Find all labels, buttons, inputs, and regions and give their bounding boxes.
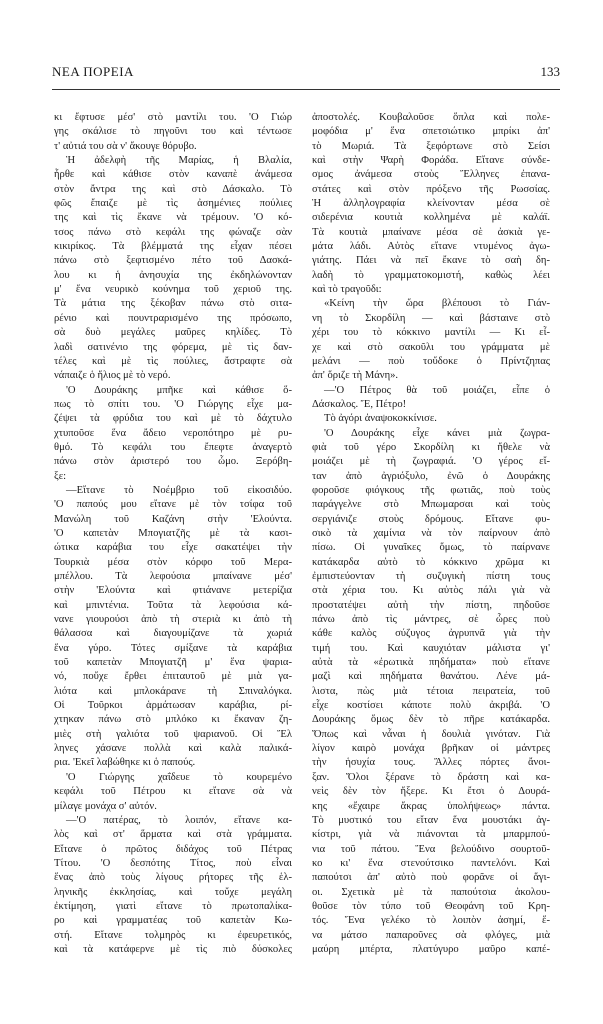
text-line: ξε: bbox=[54, 470, 67, 482]
text-line: νό, ποὔχε ἔρθει ἐπιταυτοῦ μὲ μιὰ γα- bbox=[54, 671, 292, 683]
text-line: στὴν 'Ελούντα καὶ φτιάνανε μετερίζια bbox=[54, 585, 292, 597]
text-line: κεφάλι τοῦ Πέτρου κι εἴτανε σὰ νὰ bbox=[54, 786, 292, 798]
text-line: 'Ο παπούς μου εἴτανε μὲ τὸν τσίφα τοῦ bbox=[54, 499, 292, 511]
text-line: τιμή του. Καὶ καυχιόταν μάλιστα γι' bbox=[312, 642, 550, 654]
text-line: Μανώλη τοῦ Καζάνη στὴν 'Ελούντα. bbox=[54, 513, 292, 525]
text-line: μελάνι — ποὺ τοὔδοκε ὁ Πρίντζηπας bbox=[312, 355, 550, 367]
text-line: Ἡ ἀδελφὴ τῆς Μαρίας, ἡ Βλαλία, bbox=[66, 155, 292, 167]
text-line: στὰ χέρια του. Κι αὐτὸς πάλι γιὰ νὰ bbox=[312, 585, 550, 597]
text-line: τός. Ἕνα γελέκο τὸ λοιπὸν ἀσημί, ἕ- bbox=[312, 915, 550, 927]
text-line: γιάτης. Πάει νὰ πεῖ ἔκανε τὸ σαὴ δη- bbox=[312, 255, 550, 267]
text-line: στή. Εἴτανε τολμηρὸς κι ἐφευρετικός, bbox=[54, 929, 292, 941]
text-line: λιστα, πὼς μιὰ τέτοια πειρατεία, τοῦ bbox=[312, 685, 550, 697]
header-rule bbox=[52, 89, 560, 90]
text-line: σικὸ τὰ χαμίνια νὰ τὸν παίρνουν ἀπὸ bbox=[312, 527, 550, 539]
text-line: εἶχε κοστίσει κάποτε πολὺ ἀκριβά. 'Ο bbox=[312, 700, 550, 712]
text-line: ἐμπιστεύονταν τὴ συζυγικὴ πίστη τους bbox=[312, 571, 550, 582]
text-line: νη τὸ Σκορδίλη — καὶ βάσταινε στὸ bbox=[312, 312, 550, 324]
text-line: σεργιάνιζε στοὺς δρόμους. Εἴτανε φυ- bbox=[312, 513, 550, 525]
text-line: πάνω στὸν ἀριστερό του ὦμο. Ξερόβη- bbox=[54, 456, 292, 468]
text-line: θοῦσε τὸν τύπο τοῦ Θεοφάνη τοῦ Κρη- bbox=[312, 900, 550, 912]
text-line: στάτες καὶ στὸν πρόξενο τῆς Ρωσσίας. bbox=[312, 183, 550, 195]
text-line: της καὶ τὶς ἔκανε νὰ τρέμουν. 'Ο κό- bbox=[54, 212, 292, 224]
text-line: καὶ στὴν Ψαρὴ Φοράδα. Εἴτανε σύνδε- bbox=[312, 155, 550, 167]
text-line: λίγον καιρὸ μονάχα βρῆκαν οἱ μάντρες bbox=[312, 743, 550, 755]
text-line: κης «ἔχαιρε ἄκρας ὑπολήψεως» πάντα. bbox=[312, 800, 550, 812]
text-line: μιὲς στὴ γαλιότα τοῦ ψαριανοῦ. Οἱ Ἕλ bbox=[54, 728, 292, 740]
text-line: σμος ἀνάμεσα στοὺς Ἕλληνες ἐπανα- bbox=[312, 169, 550, 181]
text-line: τσος πάνω στὸ κεφάλι της φώναζε σὰν bbox=[54, 226, 292, 238]
text-line: νανε γιουρούσι ἀπὸ τὴ στεριὰ κι ἀπὸ τὴ bbox=[54, 614, 292, 626]
text-line: να μάτσο παπαροῦνες σὰ φλόγες, μιὰ bbox=[312, 929, 550, 941]
text-line: ρο καὶ γραμματέας τοῦ καπετὰν Κω- bbox=[54, 915, 292, 927]
text-line: νάπαιζε ὁ ἥλιος μὲ τὸ νερό. bbox=[54, 370, 171, 382]
text-line: «Κείνη τὴν ὥρα βλέπουσι τὸ Γιάν- bbox=[324, 298, 550, 310]
text-line: χτυποῦσε ἕνα ἄδειο νεροπότηρο μὲ ρυ- bbox=[54, 427, 292, 439]
text-line: κο κι' ἕνα στενούτσικο παντελόνι. Καὶ bbox=[312, 857, 550, 869]
text-line: κατάκαρδα αὐτὸ τὸ κόκκινο χρῶμα κι bbox=[312, 556, 550, 568]
text-line: πίσω. Οἱ γυναῖκες ὅμως, τὸ παίρνανε bbox=[312, 542, 550, 554]
left-column bbox=[54, 111, 292, 957]
page-number: 133 bbox=[540, 64, 560, 79]
text-line: μαύρη μπέρτα, πλατύγυρο μαῦρο καπέ- bbox=[312, 943, 550, 955]
running-header bbox=[52, 64, 560, 86]
text-line: Τὰ κουτιὰ μπαίνανε μέσα σὲ ἀσκιὰ γε- bbox=[312, 226, 550, 238]
journal-title: ΝΕΑ ΠΟΡΕΙΑ bbox=[52, 64, 134, 79]
text-line: πως τὸ σπίτι του. 'Ο Γιώργης εἶχε μα- bbox=[54, 398, 292, 410]
text-line: προστατέψει αὐτὴ τὴν πίστη, πηδοῦσε bbox=[312, 599, 550, 611]
text-line: πάνω ἀπὸ τὶς μάντρες, σὲ ὧρες ποὺ bbox=[312, 614, 550, 626]
text-line: κάθε καλὸς σύζυγος ἀγρυπνᾶ γιὰ τὴν bbox=[312, 628, 550, 640]
text-line: νια τοῦ πάτου. Ἕνα βελούδινο σουρτοῦ- bbox=[312, 843, 550, 855]
text-line: κι ἔφτυσε μέσ' στὸ μαντίλι του. 'Ο Γιώρ bbox=[54, 112, 292, 123]
text-line: ρια. 'Εκεῖ λαβώθηκε κι ὁ παπούς. bbox=[54, 757, 196, 769]
right-column bbox=[312, 111, 550, 957]
text-line: τὸ Μωριά. Τὰ ξεφόρτωνε στὸ Σείσι bbox=[312, 140, 550, 152]
text-line: λὸς καὶ στ' ἅρματα καὶ στὰ γράμματα. bbox=[54, 829, 292, 841]
text-line: ξαν. Ὅλοι ξέρανε τὸ δράστη καὶ κα- bbox=[312, 771, 550, 783]
text-line: τὴν ἡσυχία τους. Ἄλλες πόρτες ἄνοι- bbox=[312, 757, 550, 769]
text-line: Εἴτανε ὁ πρῶτος διδάχος τοῦ Πέτρας bbox=[54, 843, 292, 855]
text-line: ταν ἀπὸ ἀγριόξυλο, ἐνῶ ὁ Δουράκης bbox=[312, 470, 550, 482]
text-line: φιὰ τοῦ γέρο Σκορδίλη κι ἤθελε νὰ bbox=[312, 441, 550, 453]
text-line: ἕνας ἀπὸ τοὺς λίγους ρήτορες τῆς ἑλ- bbox=[54, 872, 292, 884]
text-line: πάνω στὸ ξεφτισμένο πέτο τοῦ Δασκά- bbox=[54, 255, 292, 267]
text-line: ρένιο καὶ πουντραρισμένο της πρόσωπο, bbox=[54, 312, 292, 324]
text-line: κίστρι, γιὰ νὰ πιάνονται τὰ μπαρμπού- bbox=[312, 829, 550, 841]
text-line: χέρι του τὸ κόκκινο μαντίλι — Κι εἶ- bbox=[312, 327, 550, 339]
text-line: Τὸ ἀγόρι ἀναψοκοκκίνισε. bbox=[324, 413, 437, 425]
text-line: 'Ο Γιώργης χαΐδευε τὸ κουρεμένο bbox=[66, 771, 292, 783]
text-line: Δάσκαλος. Ἔ, Πέτρο! bbox=[312, 398, 407, 410]
text-line: Τὸ μυστικό του εἴταν ἕνα μουστάκι ἀγ- bbox=[312, 814, 550, 826]
text-line: 'Ο Δουράκης εἶχε κάνει μιὰ ζωγρα- bbox=[324, 427, 550, 439]
text-line: μίλαγε μονάχα σ' αὐτόν. bbox=[54, 800, 157, 812]
text-line: λου κι ἡ ἀνησυχία της ἐκδηλώνονταν bbox=[54, 269, 292, 281]
text-line: θμό. Τὸ κεφάλι του ἔπεφτε ἀναγερτὸ bbox=[54, 441, 292, 453]
text-line: φῶς ἔπαιζε μὲ τὶς ἀσημένιες πούλιες bbox=[54, 198, 292, 210]
text-line: λιότα καὶ μπλοκάρανε τὴ Σπιναλόγκα. bbox=[54, 685, 292, 697]
text-line: σιδερένια κουτιὰ κολλημένα μὲ καλάϊ. bbox=[312, 212, 550, 224]
text-line: ἦρθε καὶ κάθισε στὸν καναπὲ ἀνάμεσα bbox=[54, 169, 292, 181]
text-line: στὸν ἄντρα της καὶ στὸ Δάσκαλο. Τὸ bbox=[54, 183, 292, 195]
text-line: καὶ μπιντένια. Τοῦτα τὰ λεφούσια κά- bbox=[54, 599, 292, 611]
text-line: χτηκαν πάνω στὸ μπλόκο κι ἔκαναν ζη- bbox=[54, 714, 292, 726]
text-line: καὶ τὸ τραγοῦδι: bbox=[312, 284, 382, 296]
text-line: ληνες χάσανε πολλὰ καὶ καλὰ παλικά- bbox=[54, 743, 292, 755]
text-line: κικιρίκος. Τὰ βλέμματά της εἶχαν πέσει bbox=[54, 241, 292, 253]
text-line: οι. Σχετικὰ μὲ τὰ παπούτσια ἀκολου- bbox=[312, 886, 550, 898]
text-line: ἐκτίμηση, γιατὶ εἴτανε τὸ πρωτοπαλίκα- bbox=[54, 900, 292, 912]
text-line: —'Ο πατέρας, τὸ λοιπόν, εἴτανε κα- bbox=[66, 814, 292, 826]
text-line: λαδὶ σατινένιο της φόρεμα, μὲ τὶς δαν- bbox=[54, 341, 292, 353]
text-line: τοῦ καπετὰν Μπογιατζῆ μ' ἕνα ψαρια- bbox=[54, 657, 292, 669]
text-line: γης σκάλισε τὸ πηγοῦνι του καὶ τέντωσε bbox=[54, 126, 292, 138]
text-line: μ' ἕνα νευρικὸ κούνημα τοῦ χεριοῦ της. bbox=[54, 284, 292, 296]
text-line: 'Ο Δουράκης μπῆκε καὶ κάθισε ὅ- bbox=[66, 384, 292, 396]
text-line: μοφόδια μ' ἕνα σπετσιώτικο μπρίκι ἀπ' bbox=[312, 126, 550, 138]
text-line: παράγγελνε στὸ Μπωμαρσαι καὶ τοὺς bbox=[312, 499, 550, 511]
text-line: ἀπ' ὅριζε τὴ Μάνη». bbox=[312, 370, 399, 382]
text-line: καὶ τὰ κατάφερνε μὲ τὶς πιὸ δύσκολες bbox=[54, 943, 292, 955]
text-line: ἕνα γύρο. Τότες σμίξανε τὰ καράβια bbox=[54, 642, 292, 654]
text-line: σὰ δυὸ μεγάλες μαῦρες κηλίδες. Τὸ bbox=[54, 327, 292, 339]
text-line: ἀποστολές. Κουβαλοῦσε ὅπλα καὶ πολε- bbox=[312, 112, 550, 123]
text-line: —Εἴτανε τὸ Νοέμβριο τοῦ εἰκοσιδύο. bbox=[66, 484, 292, 496]
text-line: αὐτὰ τὰ «ἐρωτικὰ πηδήματα» ποὺ εἴτανε bbox=[312, 657, 550, 669]
text-line: παπούτσι ἀπ' αὐτὸ ποὺ φορᾶνε οἱ ἅγι- bbox=[312, 872, 550, 884]
text-line: Οἱ Τοῦρκοι ἁρμάτωσαν καράβια, ρί- bbox=[54, 700, 292, 712]
text-line: Δουράκης ὅμως δὲν τὸ πῆρε κατάκαρδα. bbox=[312, 714, 550, 726]
text-line: μάτα λάδι. Αὐτὸς εἴτανε ντυμένος ἀγω- bbox=[312, 241, 550, 253]
text-line: ληνικῆς ἐκκλησίας, καὶ τοὔχε μεγάλη bbox=[54, 886, 292, 898]
text-line: μοιάζει μὲ τὴ ζωγραφιά. 'Ο γέρος εἴ- bbox=[312, 456, 550, 468]
text-line: Τουρκιὰ μέσα στὸν κόρφο τοῦ Μερα- bbox=[54, 556, 292, 568]
text-line: Ὅπως καὶ νἆναι ἡ δουλιὰ γινόταν. Γιὰ bbox=[312, 728, 550, 740]
text-line: Τίτου. 'Ο δεσπότης Τίτος, ποὺ εἶναι bbox=[54, 857, 292, 869]
text-line: ζέψει τὰ φρύδια του καὶ μὲ τὸ δάχτυλο bbox=[54, 413, 292, 425]
text-line: Τὰ μάτια της ξέκοβαν πάνω στὸ σιτα- bbox=[54, 298, 292, 310]
text-line: —'Ο Πέτρος θὰ τοῦ μοιάζει, εἶπε ὁ bbox=[324, 384, 550, 396]
text-line: μαζὶ καὶ πηδήματα θανάτου. Λένε μά- bbox=[312, 671, 550, 683]
text-line: φοροῦσε φιόγκους τῆς φωτιᾶς, ποὺ τοὺς bbox=[312, 484, 550, 496]
text-line: μπέλλου. Τὰ λεφούσια μπαίνανε μέσ' bbox=[54, 571, 292, 582]
text-line: ώτικα καράβια του εἶχε σακατέψει τὴν bbox=[54, 542, 292, 554]
text-line: Ἡ ἀλληλογραφία κλείνονταν μέσα σὲ bbox=[312, 198, 550, 210]
text-line: χε καὶ στὸ σακοῦλι του γράμματα μὲ bbox=[312, 341, 550, 353]
text-line: τ' αὐτιά του σὰ ν' ἄκουγε θόρυβο. bbox=[54, 140, 197, 152]
text-line: τέλες καὶ μὲ τὶς πούλιες, ἄστραφτε σὰ bbox=[54, 355, 292, 367]
text-line: λαδὴ τὸ γραμματοκομιστή, καθὼς λέει bbox=[312, 269, 550, 281]
text-line: 'Ο καπετὰν Μπογιατζῆς μὲ τὰ κασι- bbox=[54, 527, 292, 539]
text-line: νεὶς δὲν τὸν ἤξερε. Κι ἔτσι ὁ Δουρά- bbox=[312, 786, 550, 798]
text-line: θάλασσα καὶ διαγουμίζανε τὰ χωριά bbox=[54, 628, 292, 640]
